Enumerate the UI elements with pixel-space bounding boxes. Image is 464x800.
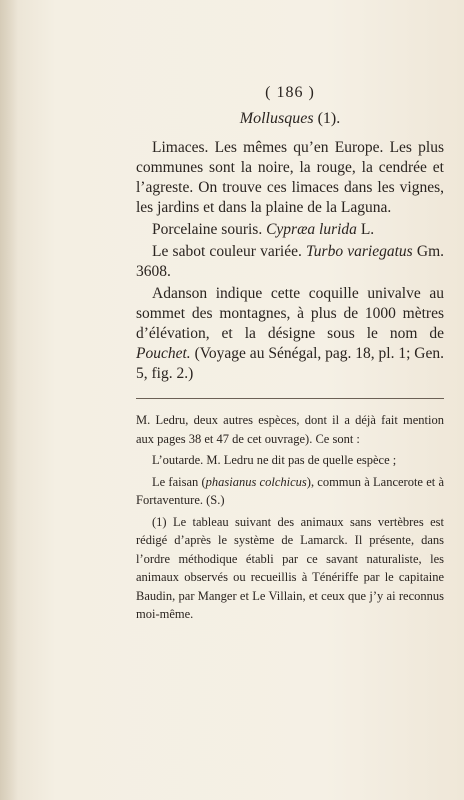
adanson-text: Adanson indique cette coquille univalve au sommet des montagnes, à plus de 1000 mètres d’élévation, et la désigne sous le nom de <box>136 285 444 342</box>
footnote-1: (1) Le tableau suivant des animaux sans vertèbres est rédigé d’après le système de Lamarck. Il présente, dans l’ordre méthodique établi par ce savant naturaliste, les animaux observés ou recueillis à Ténériffe par le capitaine Baudin, par Manger et Le Villain, et ceux que j’y ai reconnus moi-même. <box>136 514 444 621</box>
porcelaine-species: Cypræa lurida <box>266 221 357 238</box>
faisan-text: Le faisan ( <box>152 474 206 489</box>
paragraph-porcelaine <box>136 220 444 240</box>
section-note-ref: (1). <box>317 110 341 127</box>
paragraph-sabot <box>136 242 444 282</box>
paragraph-limaces: Limaces. Les mêmes qu’en Europe. Les plus communes sont la noire, la rouge, la cendrée et l’agreste. On trouve ces limaces dans les vignes, les jardins et dans la plaine de la Laguna. <box>136 139 444 216</box>
page-number: ( 186 ) <box>265 84 315 101</box>
faisan-species: phasianus colchicus <box>205 474 307 489</box>
note-ledru: M. Ledru, deux autres espèces, dont il a déjà fait mention aux pages 38 et 47 de cet ouvrage). Ce sont : <box>136 413 444 446</box>
sabot-text: Le sabot couleur variée. <box>152 243 302 260</box>
adanson-name: Pouchet. <box>136 345 191 362</box>
section-title <box>136 110 444 128</box>
adanson-reference: (Voyage au Sénégal, pag. 18, pl. 1; Gen. 5, fig. 2.) <box>136 345 444 382</box>
section-title-text: Mollusques <box>239 110 314 127</box>
sabot-species: Turbo variegatus <box>306 243 413 260</box>
paragraph-adanson <box>136 284 444 384</box>
faisan-location: ), commun à Lancerote et à Fortaventure. (S.) <box>136 474 444 507</box>
sabot-ref: Gm. 3608. <box>136 243 445 280</box>
page-fold-shadow <box>0 0 18 800</box>
note-faisan <box>136 473 444 510</box>
porcelaine-author: L. <box>360 221 375 238</box>
text-block <box>136 84 444 627</box>
footnote-divider <box>136 398 444 399</box>
note-outarde: L’outarde. M. Ledru ne dit pas de quelle espèce ; <box>152 453 397 467</box>
porcelaine-text: Porcelaine souris. <box>152 221 263 238</box>
